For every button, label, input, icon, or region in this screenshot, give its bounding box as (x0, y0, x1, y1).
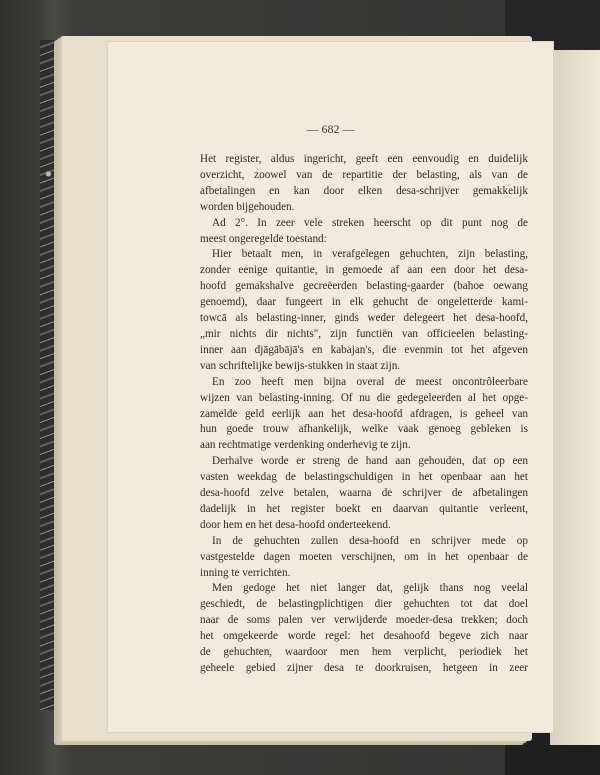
text-line: Het register, aldus ingericht, geeft een eenvoudig en duidelijk (200, 153, 528, 165)
text-line: geheele gebied zijner desa te doorkruisen, hetgeen in zeer (200, 662, 528, 674)
text-line: Derhalve worde er streng de hand aan gehouden, dat op een (212, 455, 528, 468)
text-line: In de gehuchten zullen desa-hoofd en schrijver mede op (212, 534, 528, 547)
text-line: „mir nichts dir nichts", zijn functiën van officieelen belasting- (200, 327, 528, 340)
book-page (108, 42, 553, 732)
page-number: — 682 — (306, 122, 355, 136)
text-line: Ad 2°. In zeer vele streken heerscht op dit punt nog de (212, 216, 528, 229)
facing-page-edge (550, 50, 600, 745)
text-line: aan rechtmatige verdenking onderhevig te zijn. (200, 439, 411, 452)
text-line: desa-hoofd zelve betalen, waarna de schrijver de afbetalingen (200, 487, 528, 500)
text-line: dadelijk in het register boekt en daarvan quitantie verleent, (200, 502, 528, 515)
text-line: towcā als belasting-inner, ginds weder delegeert het desa-hoofd, (200, 312, 528, 325)
text-line: de gehuchten, waardoor men hem verplicht, periodiek het (200, 646, 528, 659)
text-line: genoemd), daar fungeert in elk gehucht de ongeletterde kami- (200, 296, 528, 309)
page-body (200, 152, 528, 677)
text-line: Men gedoge het niet langer dat, gelijk thans nog veelal (212, 582, 528, 595)
text-line: wijzen van belasting-inning. Of nu die gedegeleerden al het opge- (200, 391, 528, 404)
text-line: zamelde geld eerlijk aan het desa-hoofd afdragen, is geheel van (200, 407, 528, 420)
text-line: afbetalingen en kan door elken desa-schrijver gemakkelijk (200, 184, 528, 197)
text-line: zonder eenige quitantie, in gemoede af aan een door het desa- (200, 264, 528, 277)
text-line: hun goede trouw afhankelijk, welke vaak genoeg gebleken is (200, 423, 528, 436)
text-line: meest ongeregelde toestand: (200, 232, 327, 245)
text-line: door hem en het desa-hoofd onderteekend. (200, 518, 391, 531)
text-line: van schriftelijke bewijs-stukken in staat zijn. (200, 359, 401, 372)
text-line: overzicht, zoowel van de repartitie der belasting, als van de (200, 168, 528, 181)
text-line: En zoo heeft men bijna overal de meest oncontrôleerbare (212, 375, 528, 388)
text-line: inning te verrichten. (200, 566, 291, 579)
text-line: het omgekeerde worde regel: het desahoofd begeve zich naar (200, 630, 528, 643)
text-line: worden bijgehouden. (200, 200, 295, 213)
text-line: geschiedt, de belastingplichtigen dier gehuchten tot dat doel (200, 598, 528, 611)
text-line: vasten weekdag de belastingschuldigen in het openbaar aan het (200, 471, 528, 484)
text-line: naar de soms palen ver verwijderde moeder-desa trekken; doch (200, 614, 528, 627)
text-line: inner aan djāgābājā's en kabajan's, die evenmin tot het afgeven (200, 343, 528, 356)
text-line: Hier betaalt men, in verafgelegen gehuchten, zijn belasting, (212, 248, 528, 261)
text-line: hoofd gemakshalve gecreëerden belasting-gaarder (bahoe oewang (200, 280, 528, 293)
text-line: vastgestelde dagen moeten verschijnen, om in het openbaar de (200, 550, 528, 563)
